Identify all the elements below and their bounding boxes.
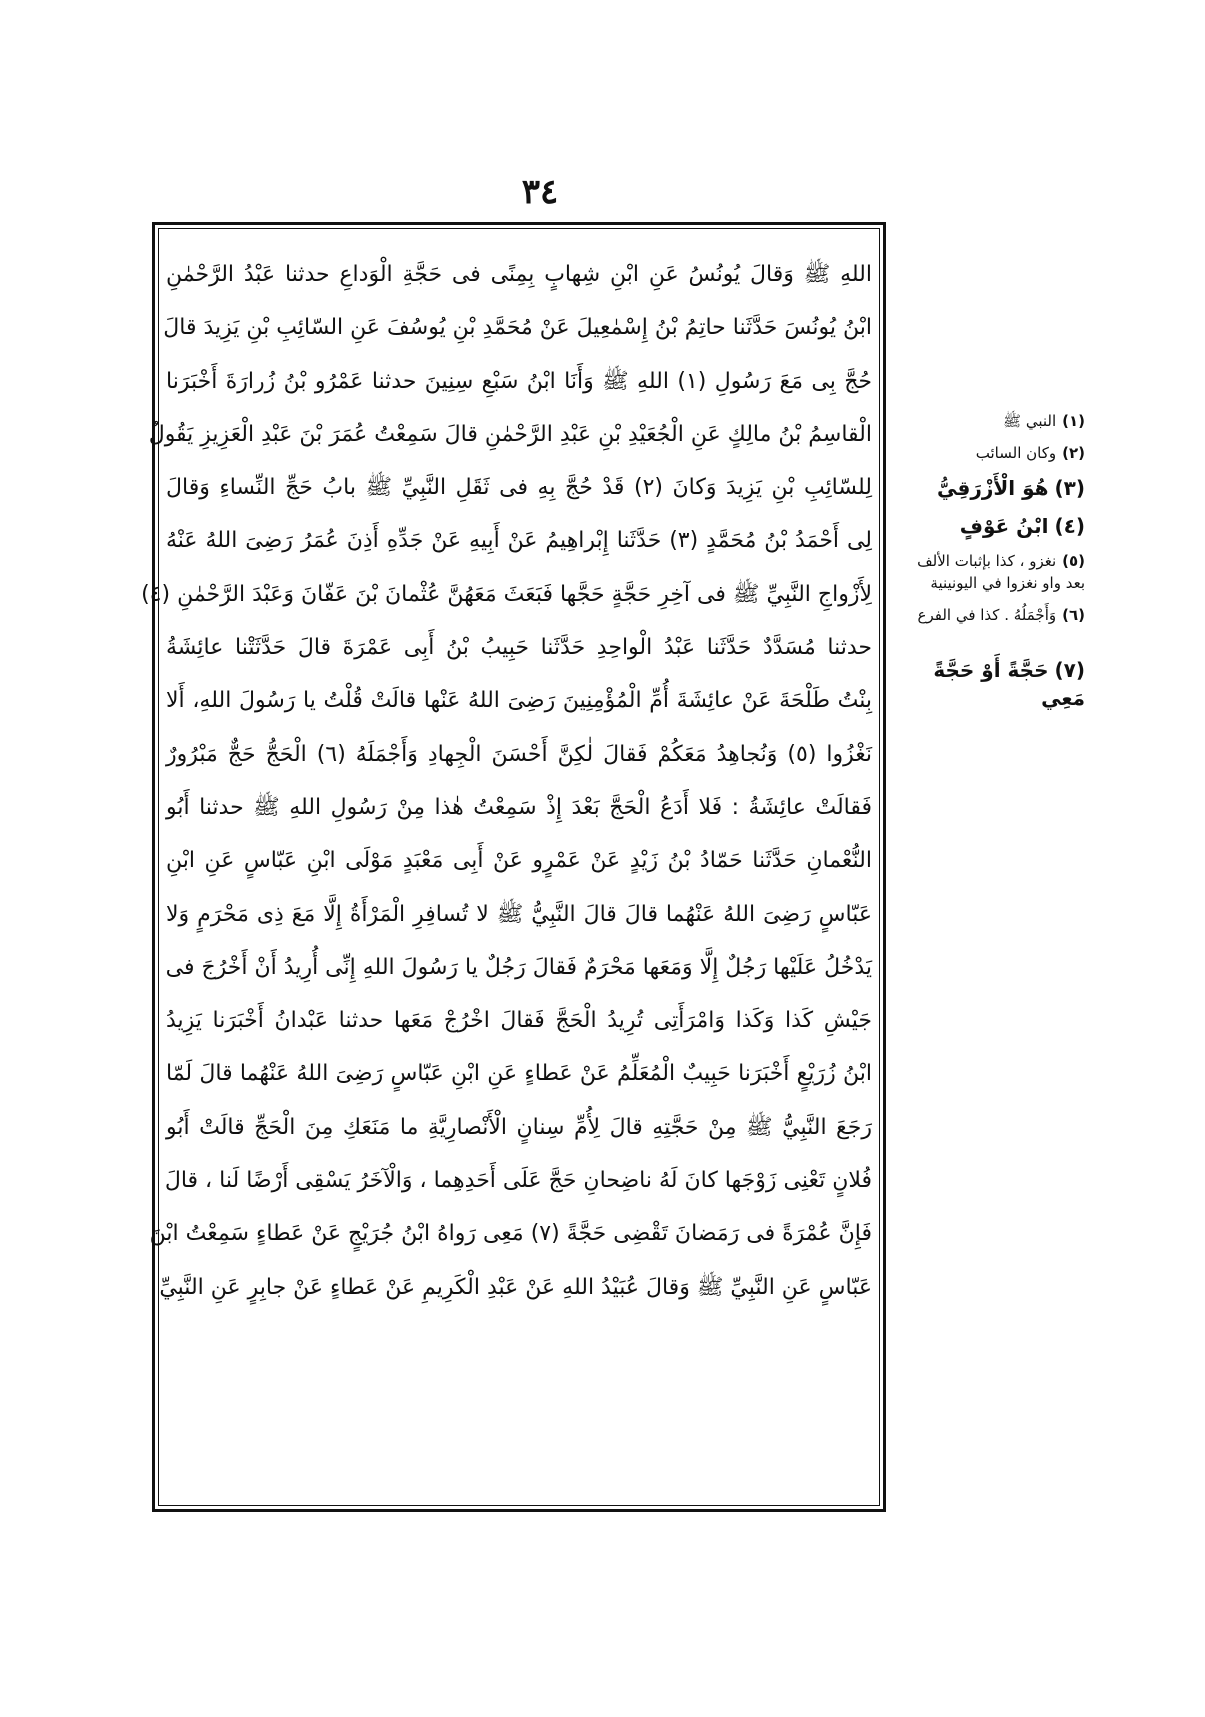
text-line: لِى أَحْمَدُ بْنُ مُحَمَّدٍ (٣) حَدَّثَنا إِبْراهِيمُ عَنْ أَبِيهِ عَنْ جَدِّهِ أَذِنَ عُمَرُ رَضِىَ اللهُ عَنْهُ	[166, 528, 872, 554]
note-text: وكان السائب	[975, 444, 1057, 462]
text-line: اللهِ ﷺ وَقالَ يُونُسُ عَنِ ابْنِ شِهابٍ بِمِنًى فى حَجَّةِ الْوَداعِ حدثنا عَبْدُ الرَّحْمٰنِ	[166, 262, 872, 287]
margin-note-6	[895, 604, 1085, 626]
margin-note-5	[895, 550, 1085, 594]
main-text-block	[141, 248, 873, 1488]
note-number: (٣)	[1054, 476, 1085, 500]
text-line: لِلسّائِبِ بْنِ يَزِيدَ وَكانَ (٢) قَدْ حُجَّ بِهِ فى ثَقَلِ النَّبِيِّ ﷺ بابُ حَجِّ النِّساءِ وَقالَ	[166, 475, 873, 501]
text-line: حُجَّ بِى مَعَ رَسُولِ (١) اللهِ ﷺ وَأَنَا ابْنُ سَبْعِ سِنِينَ حدثنا عَمْرُو بْنُ زُرارَةَ أَخْبَرَنا	[166, 368, 873, 394]
text-line: جَيْشِ كَذا وَكَذا وَامْرَأَتِى تُرِيدُ الْحَجَّ فَقالَ اخْرُجْ مَعَها حدثنا عَبْدانُ أَخْبَرَنا يَزِيدُ	[166, 1008, 872, 1034]
note-text: حَجَّةً أَوْ حَجَّةً مَعِي	[933, 658, 1085, 710]
text-line: الْقاسِمُ بْنُ مالِكٍ عَنِ الْجُعَيْدِ بْنِ عَبْدِ الرَّحْمٰنِ قالَ سَمِعْتُ عُمَرَ بْنَ عَبْدِ الْعَزِيزِ يَقُولُ	[148, 421, 872, 447]
note-number: (١)	[1062, 412, 1085, 430]
text-line: رَجَعَ النَّبِيُّ ﷺ مِنْ حَجَّتِهِ قالَ لِأُمِّ سِنانٍ الْأَنْصارِيَّةِ ما مَنَعَكِ مِنَ الْحَجِّ قالَتْ أَبُو	[166, 1114, 872, 1140]
text-line: يَدْخُلُ عَلَيْها رَجُلٌ إِلَّا وَمَعَها مَحْرَمٌ فَقالَ رَجُلٌ يا رَسُولَ اللهِ إِنِّى أُرِيدُ أَنْ أَخْرُجَ فى	[165, 954, 872, 980]
text-line: عَبّاسٍ رَضِىَ اللهُ عَنْهُما قالَ قالَ النَّبِيُّ ﷺ لا تُسافِرِ الْمَرْأَةُ إِلَّا مَعَ ذِى مَحْرَمٍ وَلا	[166, 901, 872, 927]
note-number: (٦)	[1062, 606, 1085, 624]
note-number: (٤)	[1054, 514, 1085, 538]
note-number: (٧)	[1054, 658, 1085, 682]
margin-notes	[895, 410, 1085, 722]
text-line: حدثنا مُسَدَّدٌ حَدَّثَنا عَبْدُ الْواحِدِ حَدَّثَنا حَبِيبُ بْنُ أَبِى عَمْرَةَ قالَ حَدَّثَتْنا عائِشَةُ	[166, 635, 872, 661]
text-line: ابْنُ يُونُسَ حَدَّثَنا حاتِمُ بْنُ إِسْمٰعِيلَ عَنْ مُحَمَّدِ بْنِ يُوسُفَ عَنِ السّائِبِ بْنِ يَزِيدَ قالَ	[163, 315, 872, 341]
text-line: فَإِنَّ عُمْرَةً فى رَمَضانَ تَقْضِى حَجَّةً (٧) مَعِى رَواهُ ابْنُ جُرَيْجٍ عَنْ عَطاءٍ سَمِعْتُ ابْنَ	[149, 1221, 872, 1247]
note-text: نغزو ، كذا بإثبات الألف بعد واو نغزوا في اليونينية	[917, 552, 1085, 592]
text-line: لِأَزْواجِ النَّبِيِّ ﷺ فى آخِرِ حَجَّةٍ حَجَّها فَبَعَثَ مَعَهُنَّ عُثْمانَ بْنَ عَفّانَ وَعَبْدَ الرَّحْمٰنِ (٤)	[141, 581, 872, 607]
note-text: ابْنُ عَوْفٍ	[959, 514, 1049, 538]
margin-note-4	[895, 512, 1085, 540]
note-text: النبي ﷺ	[1002, 412, 1057, 430]
margin-note-7	[895, 656, 1085, 712]
margin-note-1	[895, 410, 1085, 432]
text-line: النُّعْمانِ حَدَّثَنا حَمّادُ بْنُ زَيْدٍ عَنْ عَمْرٍو عَنْ أَبِى مَعْبَدٍ مَوْلَى ابْنِ عَبّاسٍ عَنِ ابْنِ	[166, 848, 872, 874]
note-number: (٢)	[1062, 444, 1085, 462]
text-line: بِنْتُ طَلْحَةَ عَنْ عائِشَةَ أُمِّ الْمُؤْمِنِينَ رَضِىَ اللهُ عَنْها قالَتْ قُلْتُ يا رَسُولَ اللهِ، أَلا	[166, 688, 872, 714]
note-number: (٥)	[1062, 552, 1085, 570]
page-number: ٣٤	[521, 172, 559, 212]
margin-note-2	[895, 442, 1085, 464]
note-text: وَأَجْمَلُهُ . كذا في الفرع	[917, 606, 1057, 624]
note-text: هُوَ الْأَزْرَقِيُّ	[937, 476, 1049, 500]
text-line: نَغْزُوا (٥) وَنُجاهِدُ مَعَكُمْ فَقالَ لٰكِنَّ أَحْسَنَ الْجِهادِ وَأَجْمَلَهُ (٦) الْحَجُّ حَجٌّ مَبْرُورٌ	[166, 741, 873, 767]
margin-note-3	[895, 474, 1085, 502]
text-line: ابْنُ زُرَيْعٍ أَخْبَرَنا حَبِيبٌ الْمُعَلِّمُ عَنْ عَطاءٍ عَنِ ابْنِ عَبّاسٍ رَضِىَ اللهُ عَنْهُما قالَ لَمّا	[166, 1061, 872, 1087]
text-line: فُلانٍ تَعْنِى زَوْجَها كانَ لَهُ ناضِحانِ حَجَّ عَلَى أَحَدِهِما ، وَالْآخَرُ يَسْقِى أَرْضًا لَنا ، قالَ	[164, 1168, 872, 1194]
text-line: فَقالَتْ عائِشَةُ : فَلا أَدَعُ الْحَجَّ بَعْدَ إِذْ سَمِعْتُ هٰذا مِنْ رَسُولِ اللهِ ﷺ حدثنا أَبُو	[166, 794, 872, 820]
text-line: عَبّاسٍ عَنِ النَّبِيِّ ﷺ وَقالَ عُبَيْدُ اللهِ عَنْ عَبْدِ الْكَرِيمِ عَنْ عَطاءٍ عَنْ جابِرٍ عَنِ النَّبِيِّ	[159, 1274, 872, 1300]
